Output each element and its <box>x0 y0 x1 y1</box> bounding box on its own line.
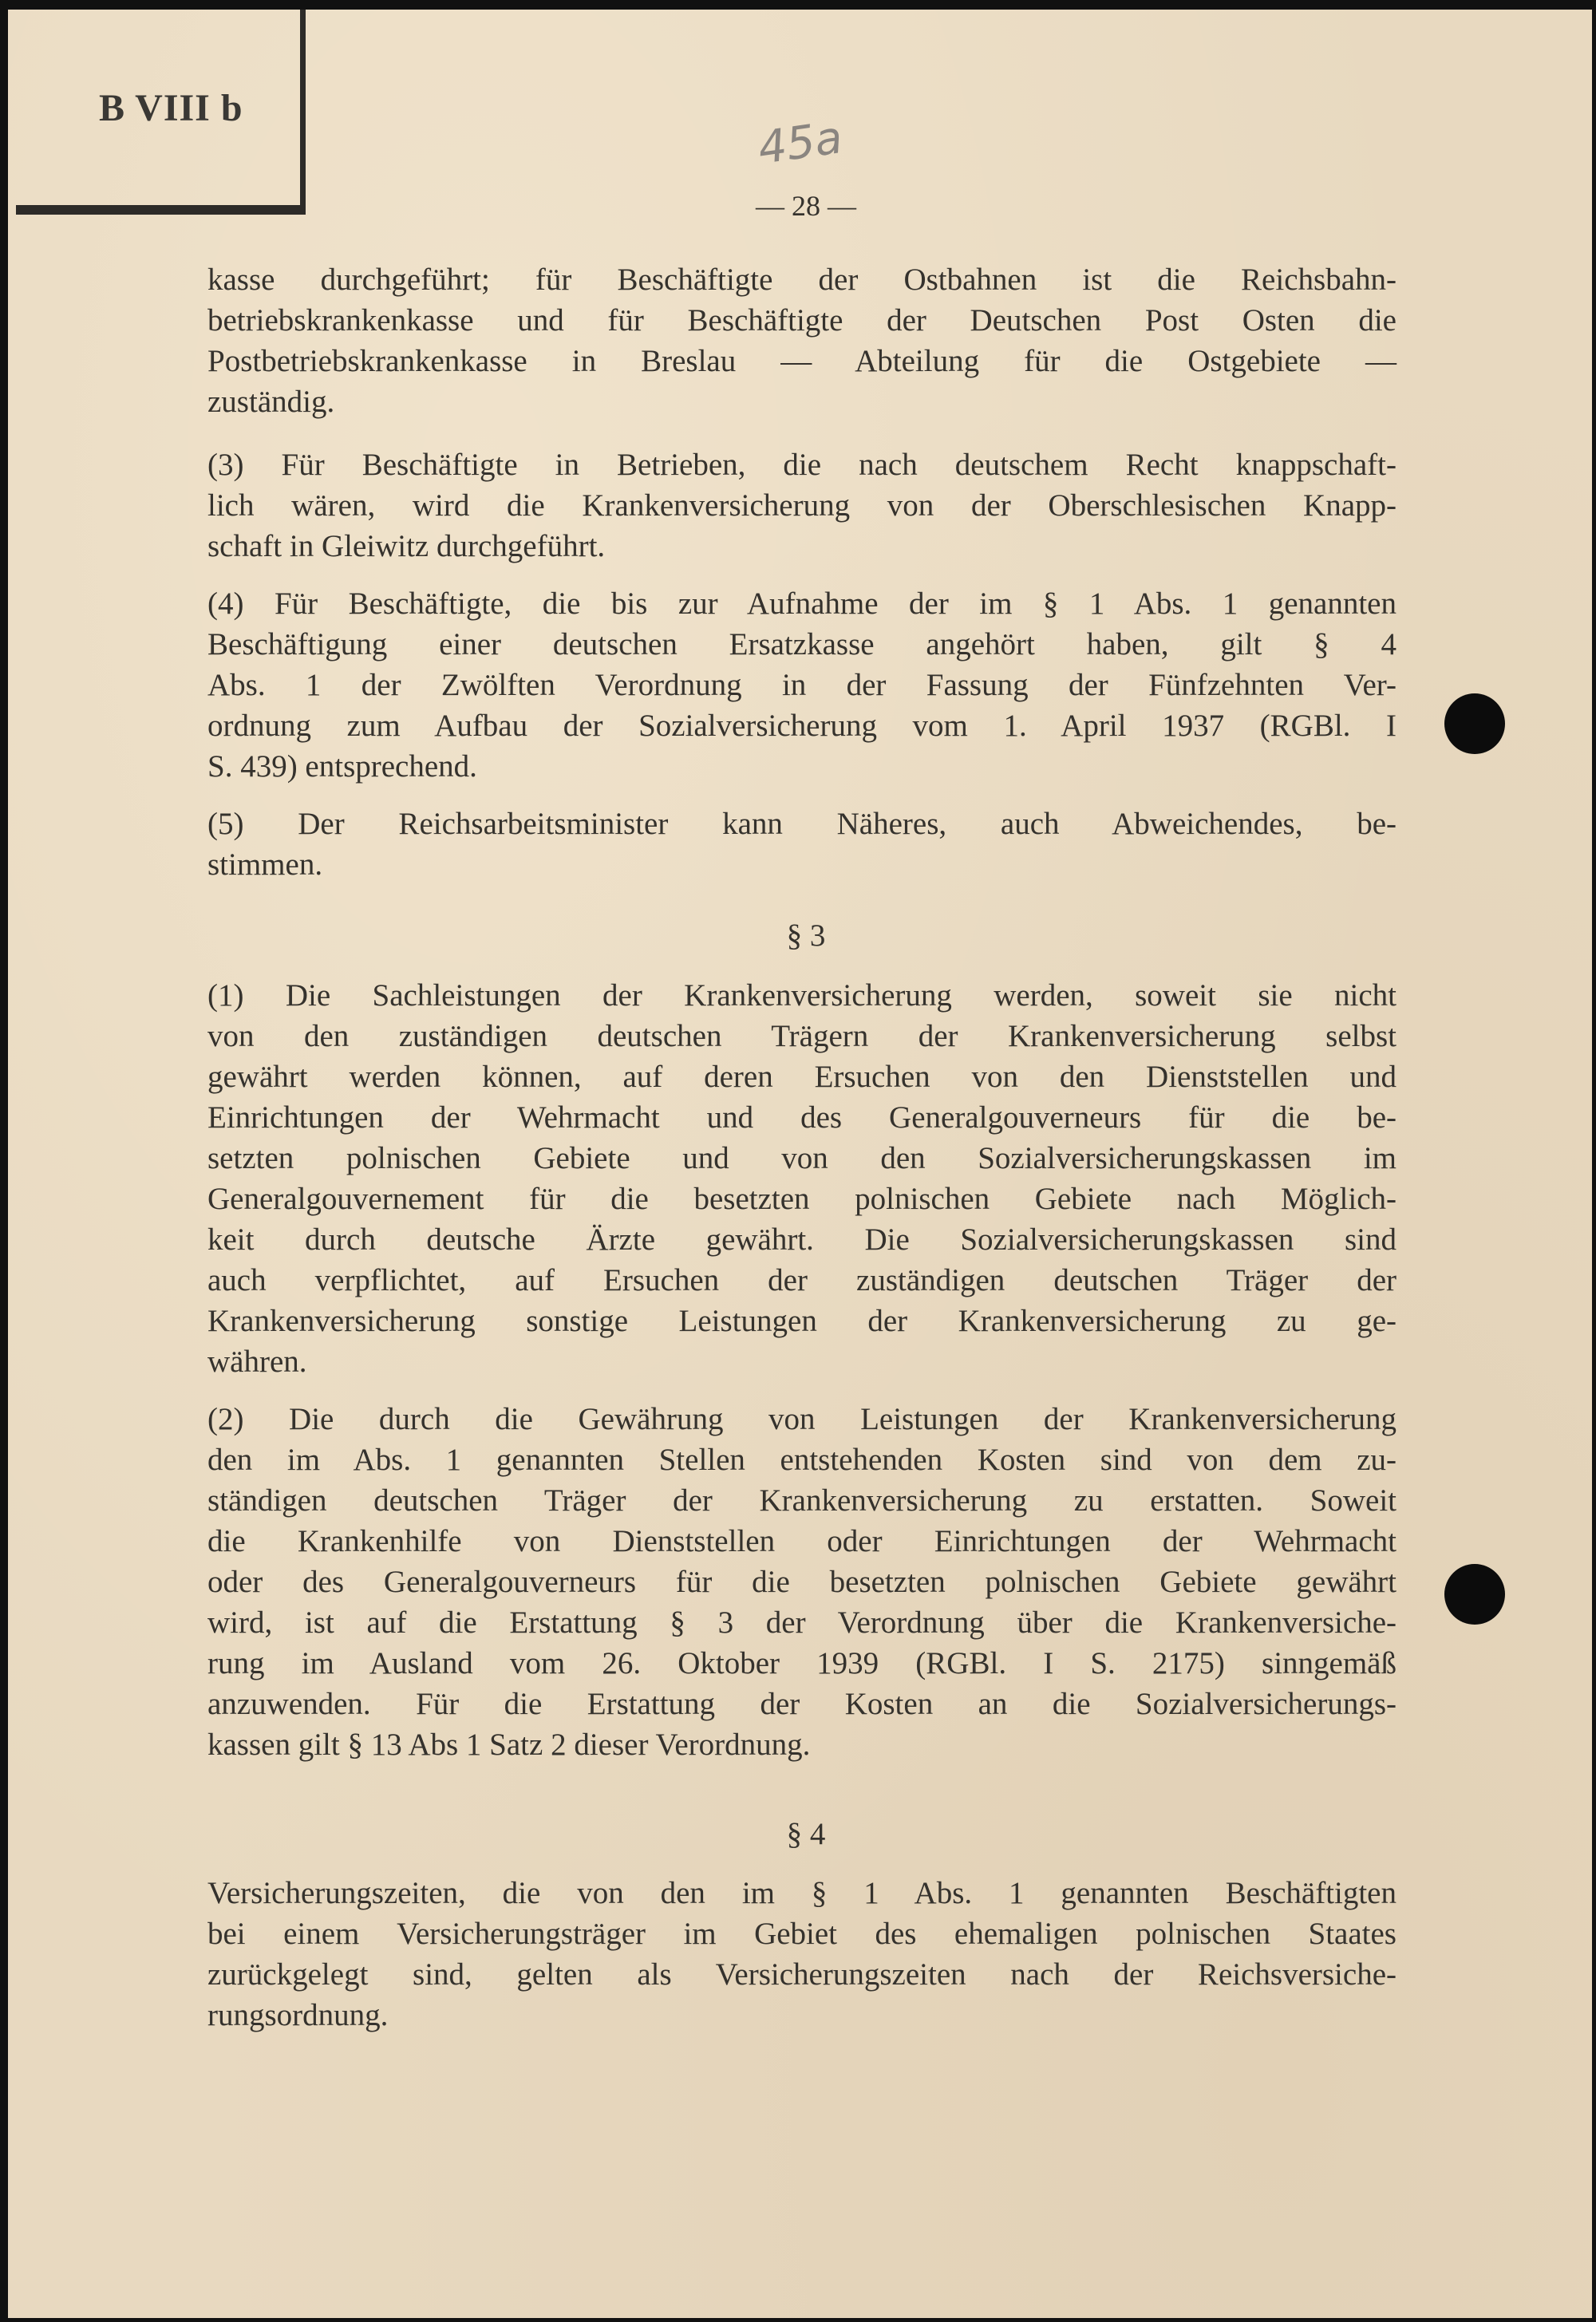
text-line: anzuwenden. Für die Erstattung der Kosten an die Sozialversicherungs- <box>207 1687 1396 1721</box>
paragraph-3-2 <box>207 1399 1396 1765</box>
classification-box <box>16 10 306 215</box>
text-line: Einrichtungen der Wehrmacht und des Generalgouverneurs für die be- <box>207 1100 1396 1135</box>
handwritten-folio-number: 45a <box>754 111 846 176</box>
text-line: rung im Ausland vom 26. Oktober 1939 (RGBl. I S. 2175) sinngemäß <box>207 1646 1396 1680</box>
text-line: stimmen. <box>207 847 323 882</box>
text-line: zuständig. <box>207 385 335 419</box>
text-line: kassen gilt § 13 Abs 1 Satz 2 dieser Verordnung. <box>207 1728 811 1762</box>
text-line: Beschäftigung einer deutschen Ersatzkasse angehört haben, gilt § 4 <box>207 627 1396 661</box>
text-line: (4) Für Beschäftigte, die bis zur Aufnahme der im § 1 Abs. 1 genannten <box>207 586 1396 621</box>
text-line: bei einem Versicherungsträger im Gebiet des ehemaligen polnischen Staates <box>207 1917 1396 1951</box>
section-heading-3: § 3 <box>786 918 826 953</box>
document-page <box>8 10 1592 2318</box>
punch-hole <box>1444 1564 1505 1625</box>
paragraph-3-1 <box>207 975 1396 1382</box>
text-line: währen. <box>207 1345 307 1379</box>
text-line: rungsordnung. <box>207 1998 389 2032</box>
text-line: Abs. 1 der Zwölften Verordnung in der Fassung der Fünfzehnten Ver- <box>207 668 1396 702</box>
paragraph-4 <box>207 1873 1396 2036</box>
class-mark: B VIII b <box>99 87 243 129</box>
text-line: wird, ist auf die Erstattung § 3 der Verordnung über die Krankenversiche- <box>207 1605 1396 1640</box>
text-line: die Krankenhilfe von Dienststellen oder Einrichtungen der Wehrmacht <box>207 1524 1396 1558</box>
paragraph-2-5 <box>207 804 1396 885</box>
text-line: kasse durchgeführt; für Beschäftigte der Ostbahnen ist die Reichsbahn- <box>207 263 1396 297</box>
text-line: setzten polnischen Gebiete und von den Sozialversicherungskassen im <box>207 1141 1396 1175</box>
page-number: — 28 — <box>756 190 856 222</box>
paragraph-continuation <box>207 259 1396 422</box>
text-line: Krankenversicherung sonstige Leistungen der Krankenversicherung zu ge- <box>207 1304 1396 1338</box>
text-line: schaft in Gleiwitz durchgeführt. <box>207 529 606 563</box>
text-line: auch verpflichtet, auf Ersuchen der zuständigen deutschen Träger der <box>207 1263 1396 1297</box>
text-line: lich wären, wird die Krankenversicherung von der Oberschlesischen Knapp- <box>207 488 1396 523</box>
text-line: ordnung zum Aufbau der Sozialversicherung vom 1. April 1937 (RGBl. I <box>207 709 1396 743</box>
text-line: S. 439) entsprechend. <box>207 749 477 784</box>
text-line: (2) Die durch die Gewährung von Leistungen der Krankenversicherung <box>207 1402 1396 1436</box>
text-line: ständigen deutschen Träger der Krankenversicherung zu erstatten. Soweit <box>207 1483 1396 1518</box>
text-line: Versicherungszeiten, die von den im § 1 Abs. 1 genannten Beschäftigten <box>207 1876 1396 1910</box>
text-line: (1) Die Sachleistungen der Krankenversicherung werden, soweit sie nicht <box>207 978 1396 1013</box>
text-line: (5) Der Reichsarbeitsminister kann Näheres, auch Abweichendes, be- <box>207 807 1396 841</box>
text-line: oder des Generalgouverneurs für die besetzten polnischen Gebiete gewährt <box>207 1565 1396 1599</box>
text-line: gewährt werden können, auf deren Ersuchen von den Dienststellen und <box>207 1060 1396 1094</box>
text-line: zurückgelegt sind, gelten als Versicherungszeiten nach der Reichsversiche- <box>207 1957 1396 1992</box>
text-line: Generalgouvernement für die besetzten polnischen Gebiete nach Möglich- <box>207 1182 1396 1216</box>
text-line: (3) Für Beschäftigte in Betrieben, die nach deutschem Recht knappschaft- <box>207 448 1396 482</box>
punch-hole <box>1444 693 1505 754</box>
section-heading-4: § 4 <box>786 1817 826 1851</box>
text-line: von den zuständigen deutschen Trägern der Krankenversicherung selbst <box>207 1019 1396 1053</box>
paragraph-2-3 <box>207 444 1396 567</box>
text-line: Postbetriebskrankenkasse in Breslau — Abteilung für die Ostgebiete — <box>207 344 1396 378</box>
paragraph-2-4 <box>207 583 1396 787</box>
text-line: den im Abs. 1 genannten Stellen entstehenden Kosten sind von dem zu- <box>207 1443 1396 1477</box>
text-line: keit durch deutsche Ärzte gewährt. Die Sozialversicherungskassen sind <box>207 1222 1396 1257</box>
text-line: betriebskrankenkasse und für Beschäftigte der Deutschen Post Osten die <box>207 303 1396 338</box>
